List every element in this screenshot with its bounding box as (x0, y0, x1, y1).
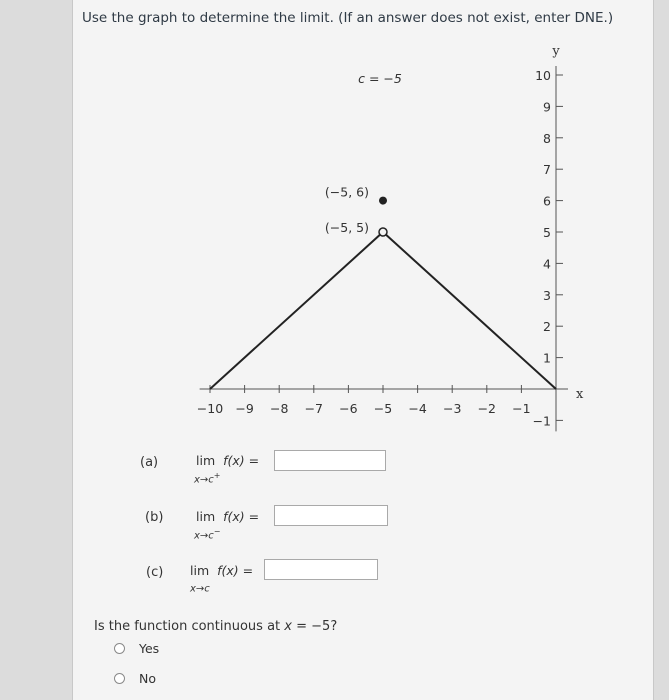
function-text: f(x) = (217, 563, 254, 578)
part-a-answer-input[interactable] (274, 450, 386, 471)
part-b-limit (196, 509, 259, 524)
y-tick-label: 3 (543, 287, 551, 303)
continuity-question (94, 619, 337, 634)
limit-approach: x→c (190, 583, 210, 595)
side-superscript: − (213, 527, 221, 536)
x-tick-label: −6 (339, 401, 358, 416)
lim-text: lim (190, 563, 210, 578)
part-a-limit (196, 453, 259, 468)
y-tick-label: 4 (543, 256, 551, 272)
radio-no[interactable] (114, 673, 125, 684)
graph-segment (210, 232, 383, 389)
question-prefix: Is the function continuous at (94, 619, 281, 634)
closed-point (379, 197, 387, 205)
x-tick-label: −5 (373, 401, 393, 416)
part-c-answer-input[interactable] (264, 559, 378, 580)
function-text: f(x) = (223, 453, 260, 468)
question-suffix: = −5? (296, 619, 338, 634)
y-tick-label: 7 (543, 162, 551, 178)
part-b-subscript (194, 527, 221, 541)
y-tick-label: 10 (535, 68, 551, 83)
x-tick-label: −10 (196, 401, 224, 416)
c-value-label: c = −5 (358, 71, 402, 86)
open-point-label: (−5, 5) (324, 220, 369, 235)
graph-segment (383, 232, 556, 389)
x-tick-label: −7 (304, 401, 324, 416)
side-superscript: + (213, 471, 221, 480)
part-a-label: (a) (140, 455, 159, 470)
option-yes[interactable] (114, 641, 159, 656)
lim-text: lim (196, 509, 216, 524)
option-no[interactable] (114, 671, 156, 686)
part-a-subscript (194, 471, 221, 485)
y-tick-label: 9 (543, 99, 551, 115)
limit-approach: x→c (194, 474, 214, 486)
part-c-label: (c) (146, 565, 164, 580)
y-tick-label: −1 (532, 413, 551, 429)
y-tick-label: 8 (543, 130, 551, 146)
function-text: f(x) = (223, 509, 260, 524)
x-axis-label: x (576, 387, 584, 402)
x-tick-label: −1 (512, 401, 531, 416)
part-c-subscript (190, 580, 210, 594)
question-variable: x (284, 619, 292, 634)
option-yes-label: Yes (139, 641, 160, 656)
part-b-label: (b) (145, 510, 164, 525)
closed-point-label: (−5, 6) (324, 184, 369, 200)
y-tick-label: 5 (543, 225, 551, 240)
open-point (379, 228, 387, 236)
part-b-answer-input[interactable] (274, 505, 388, 526)
y-axis-label: y (552, 44, 560, 59)
instruction-text: Use the graph to determine the limit. (If an answer does not exist, enter DNE.) (82, 10, 614, 26)
limit-approach: x→c (194, 530, 214, 542)
y-tick-label: 2 (543, 319, 551, 335)
x-tick-label: −4 (408, 401, 427, 416)
x-tick-label: −3 (442, 401, 462, 416)
y-tick-label: 6 (543, 193, 551, 209)
lim-text: lim (196, 453, 216, 468)
y-tick-label: 1 (543, 350, 551, 366)
option-no-label: No (139, 671, 156, 686)
radio-yes[interactable] (114, 643, 125, 654)
x-tick-label: −2 (477, 401, 497, 416)
part-c-limit (190, 563, 253, 578)
x-tick-label: −9 (235, 401, 254, 416)
x-tick-label: −8 (269, 401, 289, 416)
